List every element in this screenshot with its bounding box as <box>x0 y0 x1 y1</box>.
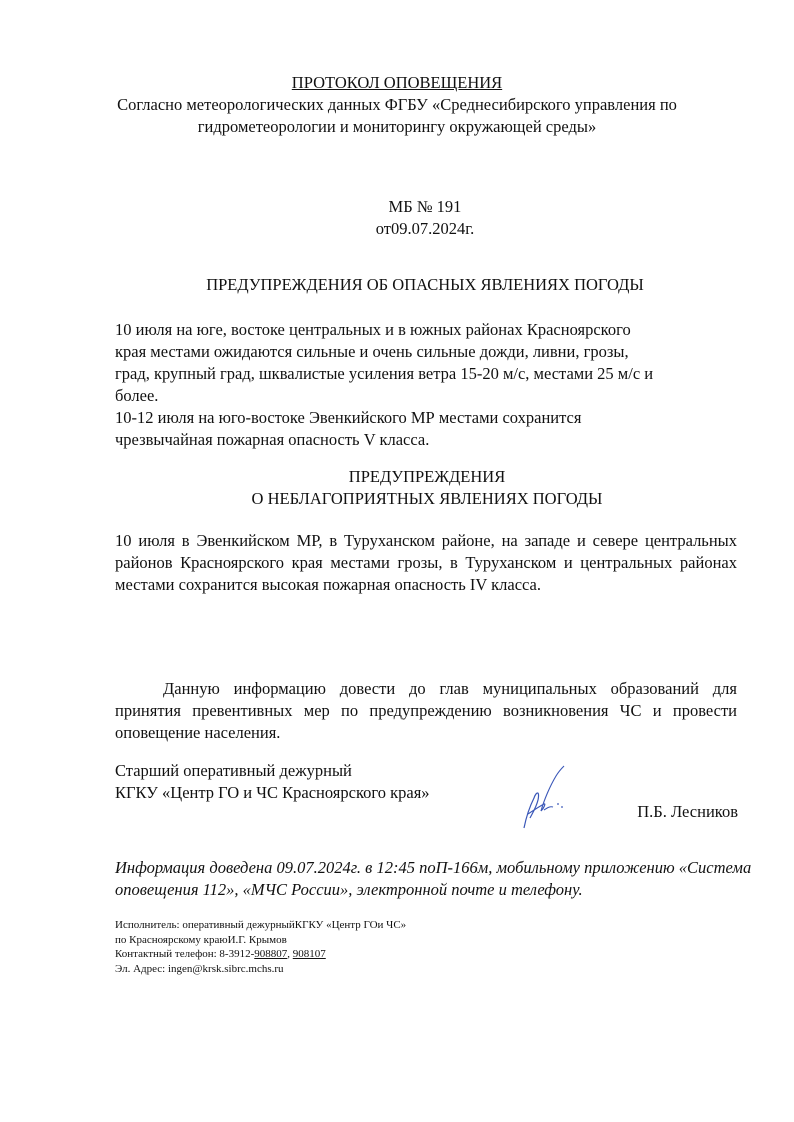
phone-label: Контактный телефон: 8-3912- <box>115 948 255 960</box>
section1-line: град, крупный град, шквалистые усиления ветра 15-20 м/с, местами 25 м/с и <box>115 364 654 383</box>
section2-heading-line2: О НЕБЛАГОПРИЯТНЫХ ЯВЛЕНИЯХ ПОГОДЫ <box>251 489 603 508</box>
document-number: МБ № 191 <box>388 197 462 216</box>
instruction-text: Данную информацию довести до глав муниципальных образований для принятия превентивных мер по предупреждению возникновения ЧС и провести оповещение населения. <box>115 679 737 742</box>
executor-phone <box>115 947 406 962</box>
section2-heading <box>0 466 794 510</box>
executor-info <box>115 918 406 976</box>
section1-body <box>115 319 755 451</box>
signer-position-line2: КГКУ «Центр ГО и ЧС Красноярского края» <box>115 783 430 802</box>
document-header <box>0 72 794 138</box>
delivery-notice-line2: оповещения 112», «МЧС России», электронной почте и телефону. <box>115 880 583 899</box>
section1-line: края местами ожидаются сильные и очень сильные дожди, ливни, грозы, <box>115 342 629 361</box>
handwritten-signature-icon <box>510 762 580 832</box>
document-subtitle-line1: Согласно метеорологических данных ФГБУ «Среднесибирского управления по <box>117 95 677 114</box>
section1-heading: ПРЕДУПРЕЖДЕНИЯ ОБ ОПАСНЫХ ЯВЛЕНИЯХ ПОГОДЫ <box>206 275 644 294</box>
phone-number-1[interactable]: 908807 <box>254 948 288 960</box>
phone-number-2[interactable]: 908107 <box>292 948 326 960</box>
executor-line2: по Красноярскому краюИ.Г. Крымов <box>115 933 287 946</box>
delivery-notice <box>115 857 755 901</box>
document-title: ПРОТОКОЛ ОПОВЕЩЕНИЯ <box>291 73 503 92</box>
section1-line: 10 июля на юге, востоке центральных и в южных районах Красноярского <box>115 320 631 339</box>
section1-line: более. <box>115 386 159 405</box>
document-subtitle-line2: гидрометеорологии и мониторингу окружающей среды» <box>197 117 597 136</box>
signature-block <box>115 760 740 830</box>
document-date: от09.07.2024г. <box>375 219 475 238</box>
section2-heading-line1: ПРЕДУПРЕЖДЕНИЯ <box>348 467 506 486</box>
section2-body: 10 июля в Эвенкийском МР, в Туруханском районе, на западе и севере центральных районов Красноярского края местами грозы, в Туруханском и центральных районах местами сохранится высокая пожарная опасность IV класса. <box>115 531 737 594</box>
document-number-block <box>0 196 794 240</box>
section1-line: чрезвычайная пожарная опасность V класса. <box>115 430 430 449</box>
delivery-notice-line1: Информация доведена 09.07.2024г. в 12:45 поП-166м, мобильному приложению «Система <box>115 858 752 877</box>
executor-email: Эл. Адрес: ingen@krsk.sibrc.mchs.ru <box>115 962 284 975</box>
phone-separator: , <box>287 948 293 960</box>
section1-line: 10-12 июля на юго-востоке Эвенкийского МР местами сохранится <box>115 408 582 427</box>
signer-position-line1: Старший оперативный дежурный <box>115 761 352 780</box>
signer-name: П.Б. Лесников <box>637 802 738 821</box>
executor-line1: Исполнитель: оперативный дежурныйКГКУ «Центр ГОи ЧС» <box>115 919 407 931</box>
